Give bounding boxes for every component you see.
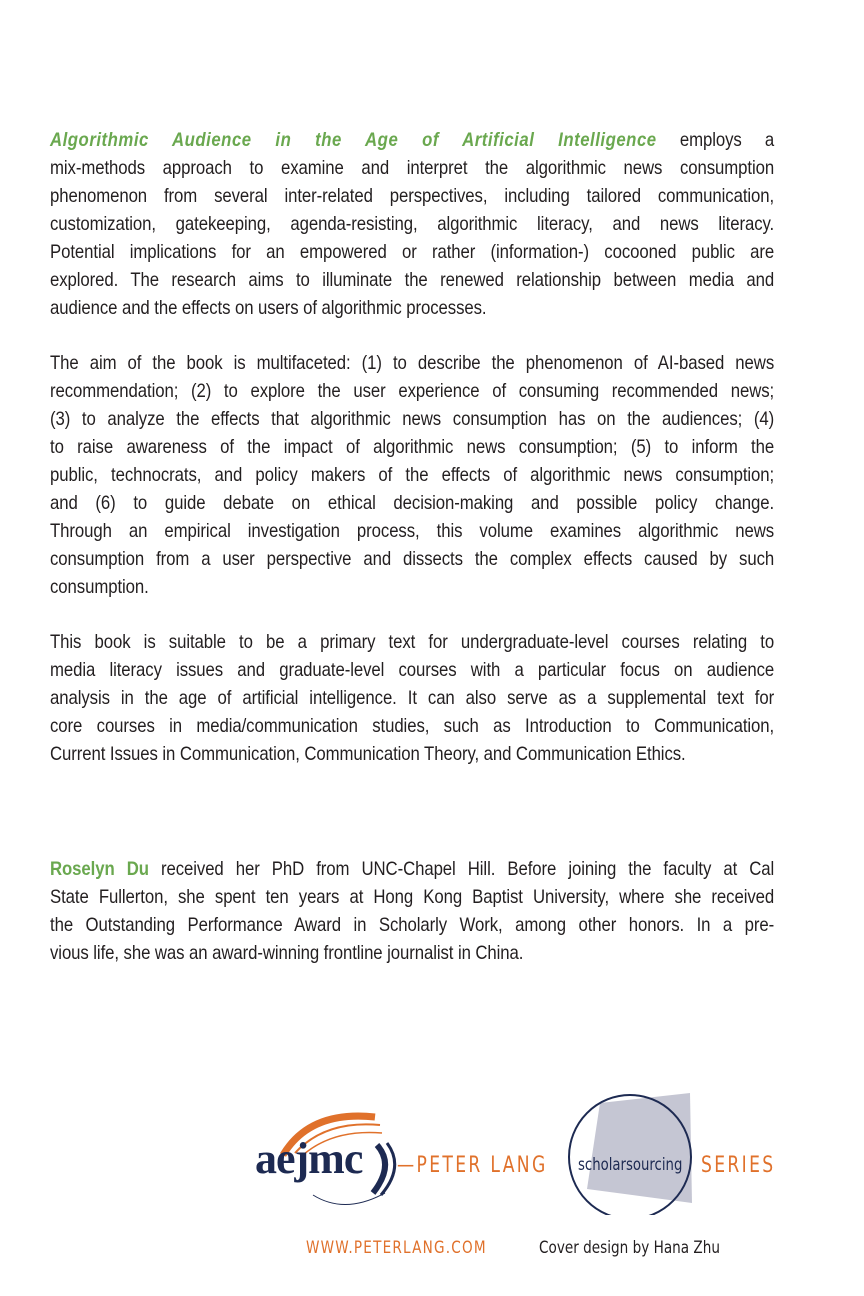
scholarsourcing-label: scholarsourcing — [578, 1155, 683, 1175]
series-logo — [255, 1085, 795, 1215]
text-line: This book is suitable to be a primary text for undergraduate-level courses relating to — [50, 631, 775, 653]
text-line: the Outstanding Performance Award in Scholarly Work, among other honors. In a pre- — [50, 914, 775, 936]
description-paragraph-2 — [50, 349, 774, 601]
text-line: The aim of the book is multifaceted: (1) to describe the phenomenon of AI-based news — [50, 352, 775, 374]
website-link[interactable]: WWW.PETERLANG.COM — [306, 1238, 487, 1258]
text-line: core courses in media/communication studies, such as Introduction to Communication, — [50, 715, 775, 737]
description-paragraph-1 — [50, 126, 774, 322]
text-line: customization, gatekeeping, agenda-resisting, algorithmic literacy, and news literacy. — [50, 213, 775, 235]
text-line: Potential implications for an empowered or rather (information-) cocooned public are — [50, 241, 775, 263]
text-line: consumption from a user perspective and dissects the complex effects caused by such — [50, 548, 775, 570]
text-line: to raise awareness of the impact of algorithmic news consumption; (5) to inform the — [50, 436, 775, 458]
text-line: analysis in the age of artificial intelligence. It can also serve as a supplemental text for — [50, 687, 775, 709]
text-line: explored. The research aims to illuminate the renewed relationship between media and — [50, 269, 775, 291]
text-line: public, technocrats, and policy makers of the effects of algorithmic news consumption; — [50, 464, 775, 486]
description-paragraph-3 — [50, 628, 774, 768]
author-bio — [50, 855, 774, 967]
peter-lang-label: —PETER LANG — [397, 1153, 548, 1178]
cover-credit: Cover design by Hana Zhu — [539, 1238, 720, 1258]
text-line: Algorithmic Audience in the Age of Artificial Intelligence employs a — [50, 129, 775, 151]
text-line: Current Issues in Communication, Communication Theory, and Communication Ethics. — [50, 743, 686, 765]
text-line: media literacy issues and graduate-level courses with a particular focus on audience — [50, 659, 775, 681]
text-line: mix-methods approach to examine and interpret the algorithmic news consumption — [50, 157, 775, 179]
text-line: phenomenon from several inter-related perspectives, including tailored communication, — [50, 185, 775, 207]
text-line: Roselyn Du received her PhD from UNC-Chapel Hill. Before joining the faculty at Cal — [50, 858, 775, 880]
text-line: recommendation; (2) to explore the user experience of consuming recommended news; — [50, 380, 775, 402]
text-line: vious life, she was an award-winning frontline journalist in China. — [50, 942, 524, 964]
book-title: Algorithmic Audience in the Age of Artificial Intelligence — [50, 129, 657, 151]
text-line: (3) to analyze the effects that algorithmic news consumption has on the audiences; (4) — [50, 408, 775, 430]
series-label: SERIES — [701, 1153, 776, 1178]
text-line: audience and the effects on users of algorithmic processes. — [50, 297, 487, 319]
text-line: Through an empirical investigation process, this volume examines algorithmic news — [50, 520, 775, 542]
author-name: Roselyn Du — [50, 858, 149, 880]
text-line: and (6) to guide debate on ethical decision-making and possible policy change. — [50, 492, 775, 514]
aejmc-logo-text: aejmc — [255, 1134, 363, 1183]
text-line: consumption. — [50, 576, 149, 598]
text-line: State Fullerton, she spent ten years at Hong Kong Baptist University, where she received — [50, 886, 775, 908]
